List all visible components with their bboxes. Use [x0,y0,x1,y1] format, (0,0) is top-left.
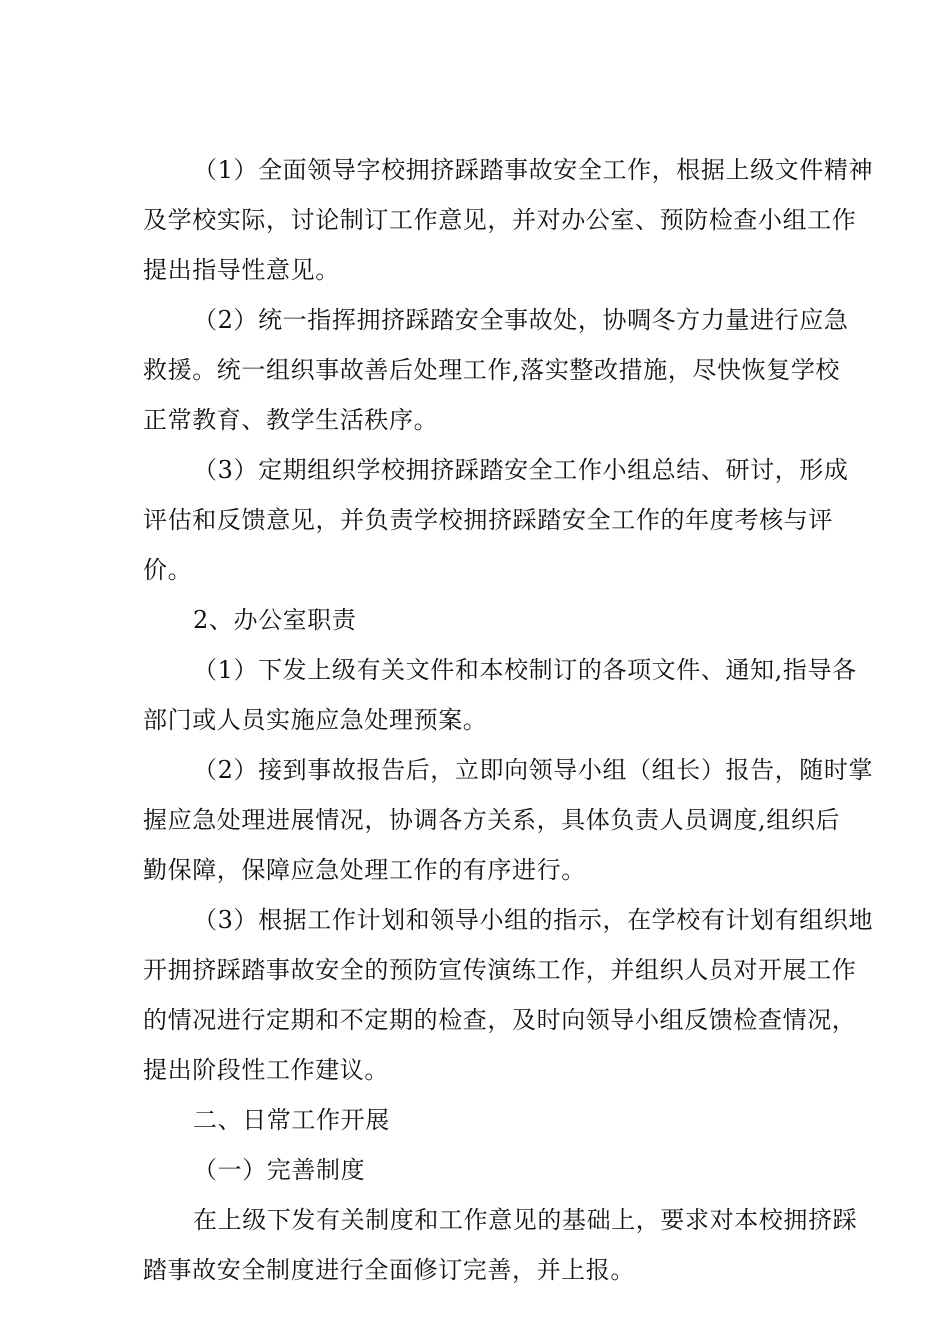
paragraph-line: 的情况进行定期和不定期的检查，及时向领导小组反馈检查情况， [143,1006,857,1034]
paragraph-line: （1）全面领导字校拥挤踩踏事故安全工作，根据上级文件精神 [193,156,874,184]
paragraph-line: 正常教育、教学生活秩序。 [143,406,439,434]
paragraph-line: 提出指导性意见。 [143,256,340,284]
subsection-heading: （一）完善制度 [193,1156,366,1184]
section-heading: 二、日常工作开展 [193,1106,390,1134]
paragraph-line: 救援。统一组织事故善后处理工作,落实整改措施，尽快恢复学校 [143,356,841,384]
paragraph-line: 握应急处理进展情况，协调各方关系，具体负责人员调度,组织后 [143,806,841,834]
paragraph-line: 提出阶段性工作建议。 [143,1056,389,1084]
paragraph-line: 价。 [143,556,193,584]
paragraph-line: （2）统一指挥拥挤踩踏安全事故处，协啁冬方力量进行应急 [193,306,849,334]
paragraph-line: 及学校实际，讨论制订工作意见，并对办公室、预防检查小组工作 [143,206,857,234]
paragraph-line: 评估和反馈意见，并负责学校拥挤踩踏安全工作的年度考核与评 [143,506,833,534]
paragraph-line: 勤保障，保障应急处理工作的有序进行。 [143,856,586,884]
section-heading: 2、办公室职责 [193,606,357,634]
paragraph-line: 在上级下发有关制度和工作意见的基础上，要求对本校拥挤踩 [193,1206,858,1234]
paragraph-line: 踏事故安全制度进行全面修订完善，并上报。 [143,1256,635,1284]
paragraph-line: 部门或人员实施应急处理预案。 [143,706,488,734]
paragraph-line: （3）定期组织学校拥挤踩踏安全工作小组总结、研讨，形成 [193,456,849,484]
paragraph-line: （1）下发上级有关文件和本校制订的各项文件、通知,指导各 [193,656,857,684]
paragraph-line: （2）接到事故报告后，立即向领导小组（组长）报告，随时掌 [193,756,874,784]
paragraph-line: 开拥挤踩踏事故安全的预防宣传演练工作，并组织人员对开展工作 [143,956,857,984]
paragraph-line: （3）根据工作计划和领导小组的指示，在学校有计划有组织地 [193,906,874,934]
